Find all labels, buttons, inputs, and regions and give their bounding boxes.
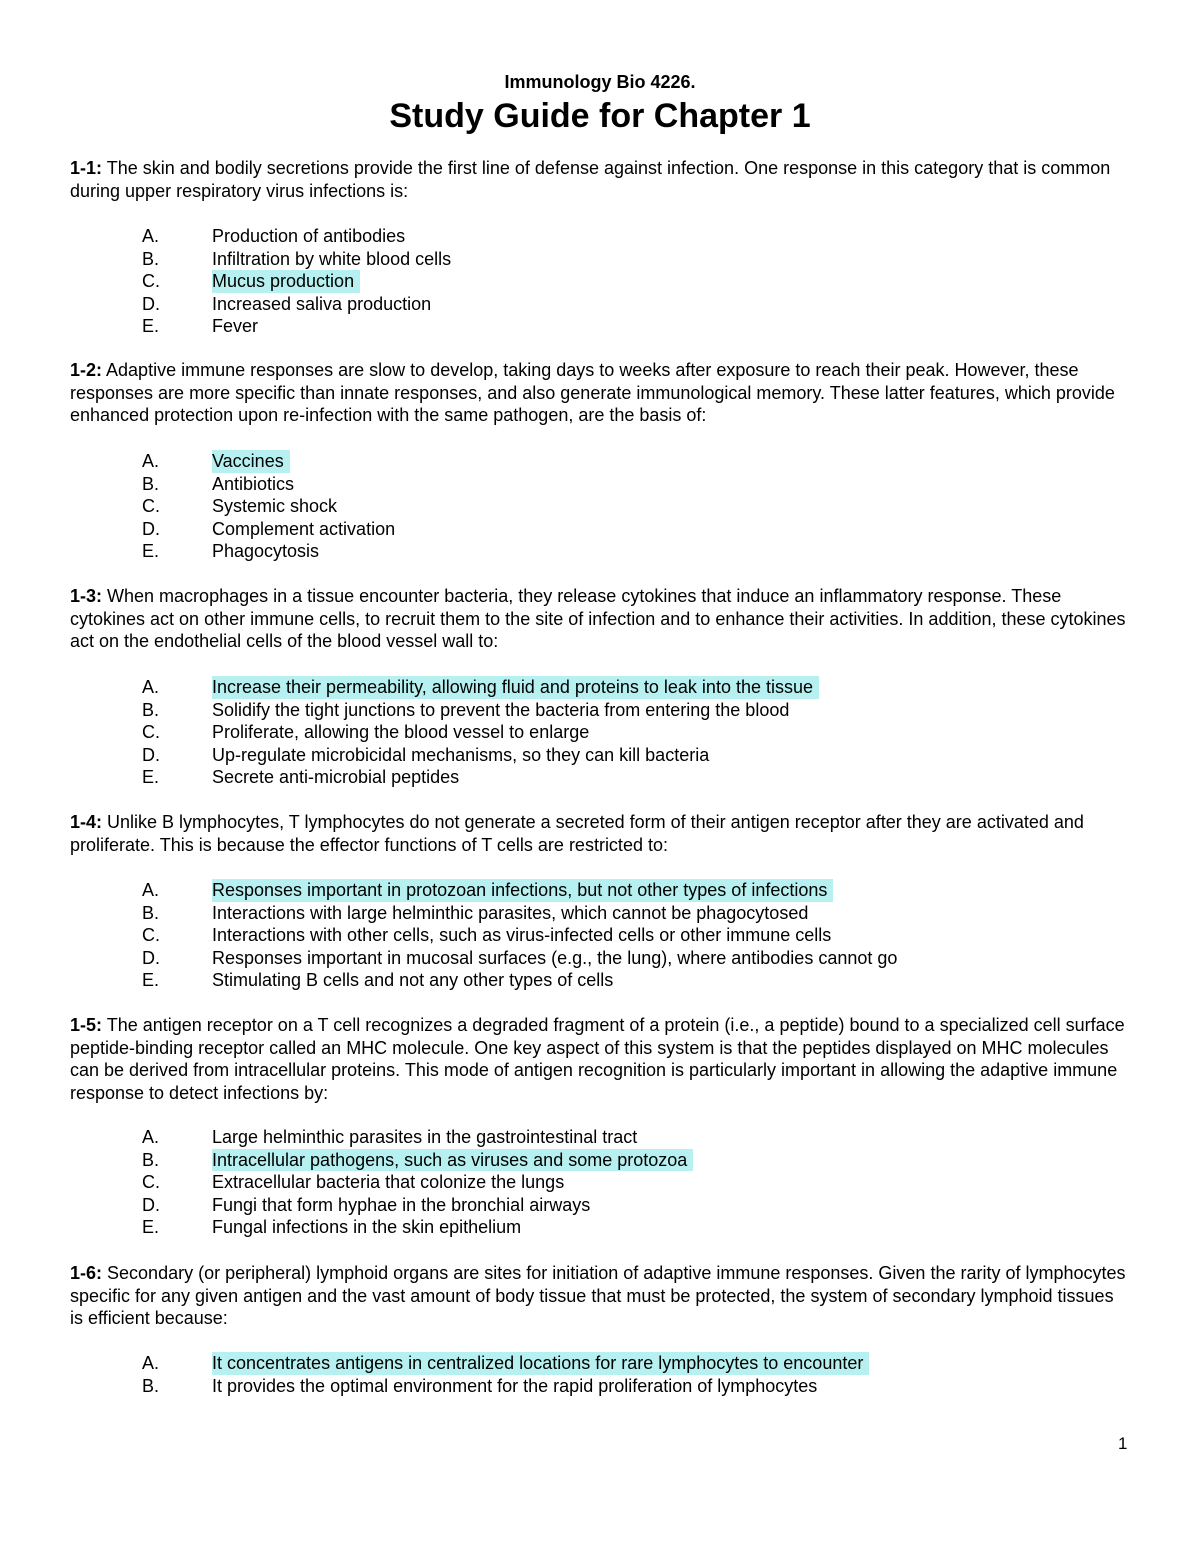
option-text: Responses important in mucosal surfaces (e.g., the lung), where antibodies cannot go (212, 947, 898, 968)
option-item (142, 744, 1042, 767)
option-item (142, 1216, 1042, 1239)
option-letter: A. (142, 880, 160, 900)
option-letter: D. (142, 947, 160, 968)
option-letter: E. (142, 316, 160, 337)
option-item (142, 518, 1042, 541)
option-text: Large helminthic parasites in the gastrointestinal tract (212, 1127, 638, 1147)
question-number: 1-3: (70, 586, 103, 606)
option-text: Proliferate, allowing the blood vessel to enlarge (212, 722, 590, 743)
option-item (142, 699, 1042, 722)
option-item (142, 293, 1042, 316)
option-text-highlighted: Mucus production (212, 270, 360, 293)
option-letter: B. (142, 248, 160, 269)
option-item (142, 902, 1042, 925)
option-item (142, 540, 1042, 563)
question-text: Secondary (or peripheral) lymphoid organs are sites for initiation of adaptive immune responses. Given the rarity of lymphocytes specific for any given antigen and the vast amount of body tissue that must be protected, the system of secondary lymphoid tissues is efficient because: (70, 1263, 1126, 1329)
question-text: When macrophages in a tissue encounter bacteria, they release cytokines that induce an inflammatory response. These cytokines act on other immune cells, to recruit them to the site of infection and to enhance their activities. In addition, these cytokines act on the endothelial cells of the blood vessel wall to: (70, 586, 1126, 652)
question-number: 1-6: (70, 1263, 103, 1283)
question-number: 1-1: (70, 158, 103, 178)
option-item (142, 495, 1042, 518)
page-title: Study Guide for Chapter 1 (389, 97, 811, 135)
option-text: Fungal infections in the skin epithelium (212, 1217, 522, 1238)
course-header: Immunology Bio 4226. (504, 72, 696, 92)
options-1-3 (142, 676, 1042, 789)
question-number: 1-2: (70, 360, 103, 380)
option-text: Fever (212, 316, 259, 337)
page-number: 1 (1118, 1434, 1128, 1453)
option-letter: C. (142, 1172, 160, 1193)
option-item (142, 947, 1042, 970)
question-1-2 (70, 359, 1130, 427)
option-letter: B. (142, 699, 160, 720)
option-letter: E. (142, 970, 160, 991)
option-item (142, 270, 1042, 293)
option-item (142, 450, 1042, 473)
option-item (142, 1375, 1042, 1398)
option-item (142, 879, 1042, 902)
option-item (142, 1126, 1042, 1149)
option-item (142, 721, 1042, 744)
option-text: Stimulating B cells and not any other types of cells (212, 970, 614, 991)
option-letter: D. (142, 518, 160, 539)
question-1-1 (70, 157, 1130, 202)
option-letter: A. (142, 1127, 160, 1147)
question-text: The antigen receptor on a T cell recognizes a degraded fragment of a protein (i.e., a peptide) bound to a specialized cell surface peptide-binding receptor called an MHC molecule. One key aspect of this system is that the peptides displayed on MHC molecules can be derived from intracellular proteins. This mode of antigen recognition is particularly important in allowing the adaptive immune response to detect infections by: (70, 1015, 1125, 1103)
option-letter: E. (142, 541, 160, 562)
option-text: Increased saliva production (212, 293, 432, 314)
option-item (142, 766, 1042, 789)
option-text-highlighted: Increase their permeability, allowing fluid and proteins to leak into the tissue (212, 676, 819, 699)
option-text-highlighted: Intracellular pathogens, such as viruses and some protozoa (212, 1149, 693, 1172)
options-1-6 (142, 1352, 1042, 1397)
option-text-highlighted: Vaccines (212, 450, 290, 473)
option-letter: A. (142, 451, 160, 471)
option-letter: D. (142, 1194, 160, 1215)
option-text-highlighted: Responses important in protozoan infections, but not other types of infections (212, 879, 833, 902)
option-letter: B. (142, 473, 160, 494)
option-letter: A. (142, 1353, 160, 1373)
option-item (142, 1352, 1042, 1375)
option-item (142, 969, 1042, 992)
option-text: Antibiotics (212, 473, 295, 494)
option-letter: E. (142, 767, 160, 788)
question-1-6 (70, 1262, 1130, 1330)
option-item (142, 248, 1042, 271)
option-text: Extracellular bacteria that colonize the lungs (212, 1172, 565, 1193)
option-text: Systemic shock (212, 496, 338, 517)
question-text: The skin and bodily secretions provide the first line of defense against infection. One response in this category that is common during upper respiratory virus infections is: (70, 158, 1111, 201)
option-letter: C. (142, 925, 160, 946)
option-item (142, 315, 1042, 338)
option-letter: D. (142, 293, 160, 314)
question-text: Adaptive immune responses are slow to develop, taking days to weeks after exposure to reach their peak. However, these responses are more specific than innate responses, and also generate immunological memory. These latter features, which provide enhanced protection upon re-infection with the same pathogen, are the basis of: (70, 360, 1115, 426)
option-item (142, 676, 1042, 699)
option-letter: E. (142, 1217, 160, 1238)
option-text: Interactions with other cells, such as virus-infected cells or other immune cells (212, 925, 832, 946)
option-item (142, 924, 1042, 947)
question-number: 1-4: (70, 812, 103, 832)
option-letter: C. (142, 722, 160, 743)
question-number: 1-5: (70, 1015, 103, 1035)
options-1-2 (142, 450, 1042, 563)
option-item (142, 1171, 1042, 1194)
option-text: Phagocytosis (212, 541, 320, 562)
option-letter: A. (142, 226, 160, 246)
option-letter: B. (142, 902, 160, 923)
option-item (142, 473, 1042, 496)
option-text: Secrete anti-microbial peptides (212, 767, 460, 788)
option-item (142, 225, 1042, 248)
option-letter: A. (142, 677, 160, 697)
option-letter: C. (142, 496, 160, 517)
question-text: Unlike B lymphocytes, T lymphocytes do not generate a secreted form of their antigen receptor after they are activated and proliferate. This is because the effector functions of T cells are restricted to: (70, 812, 1084, 855)
option-text: Solidify the tight junctions to prevent the bacteria from entering the blood (212, 699, 790, 720)
option-text: Fungi that form hyphae in the bronchial airways (212, 1194, 591, 1215)
option-item (142, 1149, 1042, 1172)
question-1-3 (70, 585, 1130, 653)
option-letter: B. (142, 1149, 160, 1170)
option-letter: B. (142, 1375, 160, 1396)
option-text-highlighted: It concentrates antigens in centralized locations for rare lymphocytes to encounter (212, 1352, 869, 1375)
option-text: Infiltration by white blood cells (212, 248, 452, 269)
question-1-4 (70, 811, 1130, 856)
option-item (142, 1194, 1042, 1217)
option-text: Production of antibodies (212, 226, 406, 246)
option-letter: C. (142, 271, 160, 292)
question-1-5 (70, 1014, 1130, 1104)
options-1-1 (142, 225, 1042, 338)
option-text: It provides the optimal environment for the rapid proliferation of lymphocytes (212, 1375, 818, 1396)
option-letter: D. (142, 744, 160, 765)
option-text: Up-regulate microbicidal mechanisms, so they can kill bacteria (212, 744, 710, 765)
options-1-4 (142, 879, 1042, 992)
option-text: Complement activation (212, 518, 396, 539)
option-text: Interactions with large helminthic parasites, which cannot be phagocytosed (212, 902, 809, 923)
options-1-5 (142, 1126, 1042, 1239)
